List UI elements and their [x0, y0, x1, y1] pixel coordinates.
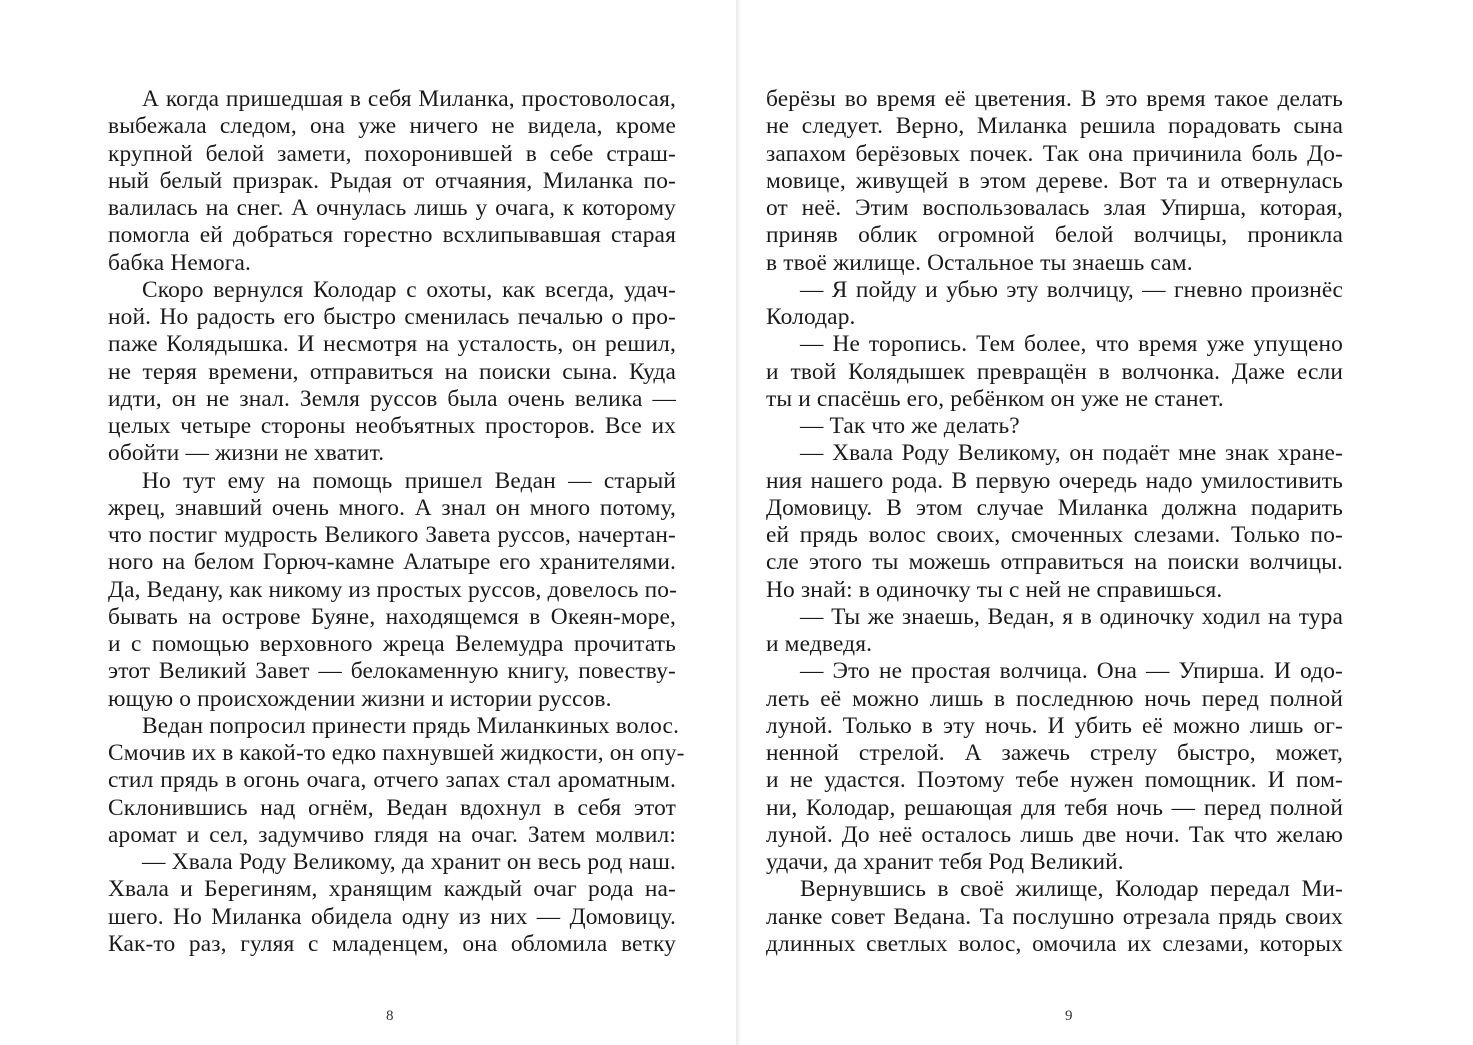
left-page-number: 8 [386, 1008, 394, 1024]
text-line: приняв облик огромной белой волчицы, проникла [766, 222, 1343, 249]
text-line: луной. Только в эту ночь. И убить её можно лишь ог- [766, 712, 1343, 739]
text-line: луной. До неё осталось лишь две ночи. Так что желаю [766, 821, 1343, 848]
text-line: запахом берёзовых почек. Так она причинила боль До- [766, 140, 1343, 167]
text-line: обойти — жизни не хватит. [108, 440, 385, 467]
text-line: Ведан попросил принести прядь Миланкиных волос. [142, 712, 680, 739]
text-line: ненной стрелой. А зажечь стрелу быстро, может, [766, 740, 1343, 766]
text-line: Скоро вернулся Колодар с охоты, как всегда, удач- [142, 276, 676, 303]
text-line: Как-то раз, гуляя с младенцем, она обломила ветку [108, 930, 676, 957]
text-line: и не удастся. Поэтому тебе нужен помощник. И пом- [766, 767, 1343, 794]
text-line: ного на белом Горюч-камне Алатыре его хранителями. [108, 549, 676, 576]
text-line: Домовицу. В этом случае Миланка должна подарить [766, 494, 1343, 521]
text-line: Но тут ему на помощь пришел Ведан — старый [142, 467, 676, 494]
text-line: выбежала следом, она уже ничего не видела, кроме [108, 113, 676, 140]
text-line: валилась на снег. А очнулась лишь у очага, к которому [108, 195, 676, 221]
left-page [0, 0, 736, 1045]
text-line: идти, он не знал. Земля руссов была очень велика — [108, 385, 676, 412]
text-line: жрец, знавший очень много. А знал он много потому, [108, 494, 676, 521]
text-line: бывать на острове Буяне, находящемся в Океян-море, [108, 603, 676, 630]
text-line: в твоё жилище. Остальное ты знаешь сам. [766, 249, 1193, 276]
text-line: аромат и сел, задумчиво глядя на очаг. Затем молвил: [108, 821, 676, 848]
text-line: — Не торопись. Тем более, что время уже упущено [800, 331, 1343, 358]
text-line: что постиг мудрость Великого Завета руссов, начертан- [108, 522, 676, 548]
text-line: и с помощью верховного жреца Велемудра прочитать [108, 631, 676, 657]
text-line: ный белый призрак. Рыдая от отчаяния, Миланка по- [108, 167, 676, 194]
text-line: — Это не простая волчица. Она — Упирша. И одо- [800, 658, 1343, 685]
text-line: — Хвала Роду Великому, да хранит он весь род наш. [142, 849, 676, 875]
text-line: шего. Но Миланка обидела одну из них — Домовицу. [108, 903, 676, 930]
text-line: леть её можно лишь в последнюю ночь перед полной [766, 685, 1343, 712]
text-line: бабка Немога. [108, 249, 251, 276]
text-line: не теряя времени, отправиться на поиски сына. Куда [108, 358, 676, 385]
text-line: Да, Ведану, как никому из простых руссов, довелось по- [108, 576, 678, 603]
text-line: Смочив их в какой-то едко пахнувшей жидкости, он опу- [108, 740, 685, 766]
text-line: не следует. Верно, Миланка решила порадовать сына [766, 113, 1343, 140]
text-line: стил прядь в огонь очага, отчего запах стал ароматным. [108, 767, 676, 794]
text-line: длинных светлых волос, омочила их слезами, которых [766, 930, 1343, 957]
text-line: Колодар. [766, 304, 856, 330]
text-line: ни, Колодар, решающая для тебя ночь — перед полной [766, 794, 1343, 821]
text-line: сле этого ты можешь отправиться на поиски волчицы. [766, 549, 1343, 576]
text-line: от неё. Этим воспользовалась злая Упирша, которая, [766, 195, 1343, 221]
text-line: — Хвала Роду Великому, он подаёт мне знак хране- [800, 440, 1343, 467]
text-line: этот Великий Завет — белокаменную книгу, повеству- [108, 658, 676, 685]
text-line: ей прядь волос своих, смоченных слезами. Только по- [766, 522, 1343, 548]
text-line: ты и спасёшь его, ребёнком он уже не станет. [766, 385, 1224, 412]
text-line: удачи, да хранит тебя Род Великий. [766, 849, 1124, 875]
text-line: — Ты же знаешь, Ведан, я в одиночку ходил на тура [800, 603, 1343, 630]
text-line: Хвала и Берегиням, хранящим каждый очаг рода на- [108, 876, 676, 903]
right-page [736, 0, 1473, 1045]
text-line: берёзы во время её цветения. В это время такое делать [766, 86, 1343, 112]
text-line: целых четыре стороны необъятных просторов. Все их [108, 413, 676, 439]
text-line: Склонившись над огнём, Ведан вдохнул в себя этот [108, 794, 676, 821]
text-line: — Так что же делать? [800, 413, 1020, 439]
left-page-text [108, 86, 685, 958]
text-line: и твой Колядышек превращён в волчонка. Даже если [766, 358, 1343, 385]
text-line: мовице, живущей в этом дереве. Вот та и отвернулась [766, 167, 1343, 194]
text-line: ланке совет Ведана. Та послушно отрезала прядь своих [766, 903, 1343, 930]
text-line: помогла ей добраться горестно всхлипывавшая старая [108, 222, 676, 249]
text-line: ной. Но радость его быстро сменилась печалью о про- [108, 304, 676, 330]
right-page-text [766, 86, 1343, 958]
text-line: А когда пришедшая в себя Миланка, простоволосая, [142, 86, 676, 112]
text-line: и медведя. [766, 631, 873, 657]
text-line: Вернувшись в своё жилище, Колодар передал Ми- [800, 876, 1343, 903]
text-line: — Я пойду и убью эту волчицу, — гневно произнёс [800, 276, 1343, 303]
text-line: крупной белой замети, похоронившей в себе страш- [108, 140, 676, 167]
text-line: ния нашего рода. В первую очередь надо умилостивить [766, 467, 1343, 494]
text-line: Но знай: в одиночку ты с ней не справишься. [766, 576, 1223, 603]
text-line: паже Колядышка. И несмотря на усталость, он решил, [108, 331, 676, 358]
text-line: ющую о происхождении жизни и истории руссов. [108, 685, 612, 712]
right-page-number: 9 [1065, 1008, 1073, 1024]
